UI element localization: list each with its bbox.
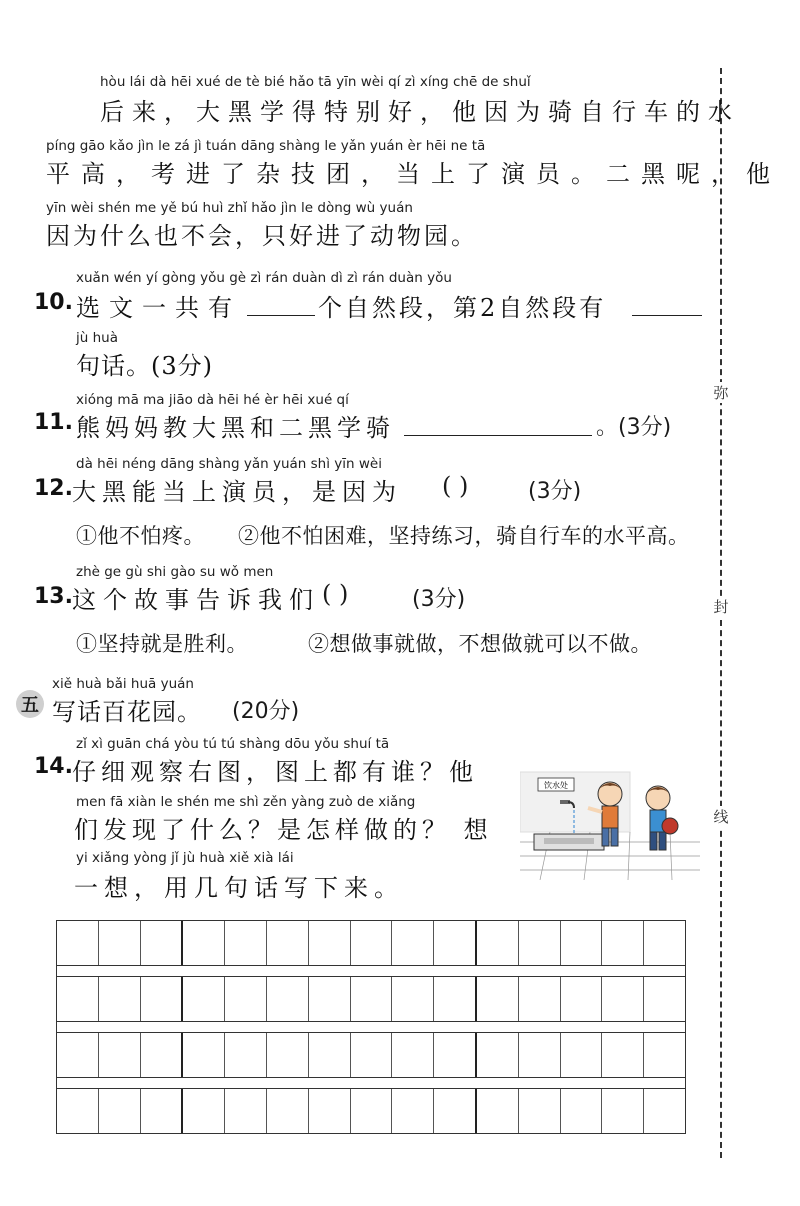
q14-line2: 们发现了什么？是怎样做的？ 想 (74, 816, 493, 844)
passage-line3-pinyin: yīn wèi shén me yě bú huì zhǐ hǎo jìn le dòng wù yuán (46, 200, 413, 216)
grid-cell[interactable] (434, 1033, 477, 1077)
grid-cell[interactable] (183, 1089, 225, 1133)
grid-cell[interactable] (477, 921, 519, 965)
grid-cell[interactable] (183, 921, 225, 965)
q14-number: 14. (34, 754, 73, 779)
grid-cell[interactable] (99, 1089, 141, 1133)
grid-row (56, 920, 686, 966)
grid-cell[interactable] (602, 1033, 644, 1077)
grid-cell[interactable] (392, 921, 434, 965)
section5-pinyin: xiě huà bǎi huā yuán (52, 676, 194, 692)
q10-text-b: 个自然段，第2自然段有 (318, 294, 607, 322)
illustration-drinking-fountain (520, 752, 700, 880)
grid-cell[interactable] (561, 1089, 603, 1133)
grid-row-gap (56, 1078, 686, 1088)
grid-cell[interactable] (477, 1033, 519, 1077)
q10-text-a: 选文一共有 (76, 294, 241, 322)
grid-cell[interactable] (602, 921, 644, 965)
grid-cell[interactable] (141, 1033, 184, 1077)
passage-line3-text: 因为什么也不会，只好进了动物园。 (46, 222, 478, 250)
grid-row (56, 976, 686, 1022)
grid-cell[interactable] (99, 1033, 141, 1077)
q10-pinyin2: jù huà (76, 330, 118, 346)
q13-number: 13. (34, 584, 73, 609)
grid-cell[interactable] (519, 977, 561, 1021)
q11-blank[interactable] (404, 435, 592, 436)
q12-score: (3分) (528, 479, 582, 504)
q11-number: 11. (34, 410, 73, 435)
grid-cell[interactable] (57, 1089, 99, 1133)
q14-pinyin3: yi xiǎng yòng jǐ jù huà xiě xià lái (76, 850, 294, 866)
passage-line2-pinyin: píng gāo kǎo jìn le zá jì tuán dāng shàng le yǎn yuán èr hēi ne tā (46, 138, 486, 154)
q12-option-1: ①他不怕疼。 (76, 524, 205, 548)
seal-char-mi: 弥 (713, 384, 729, 402)
grid-cell[interactable] (99, 921, 141, 965)
section5-score: (20分) (232, 699, 300, 724)
writing-grid[interactable] (56, 920, 686, 1134)
grid-cell[interactable] (57, 977, 99, 1021)
passage-line1-pinyin: hòu lái dà hēi xué de tè bié hǎo tā yīn wèi qí zì xíng chē de shuǐ (100, 74, 531, 90)
q13-option-1: ①坚持就是胜利。 (76, 632, 248, 656)
grid-cell[interactable] (561, 977, 603, 1021)
grid-cell[interactable] (183, 1033, 225, 1077)
grid-cell[interactable] (519, 921, 561, 965)
grid-cell[interactable] (392, 1089, 434, 1133)
grid-cell[interactable] (434, 977, 477, 1021)
grid-cell[interactable] (644, 921, 685, 965)
grid-cell[interactable] (267, 1089, 309, 1133)
grid-cell[interactable] (561, 1033, 603, 1077)
grid-row-gap (56, 966, 686, 976)
grid-cell[interactable] (225, 921, 267, 965)
q11-pinyin: xióng mā ma jiāo dà hēi hé èr hēi xué qí (76, 392, 349, 408)
grid-cell[interactable] (351, 977, 393, 1021)
grid-row (56, 1032, 686, 1078)
grid-cell[interactable] (99, 977, 141, 1021)
q13-score: (3分) (412, 587, 466, 612)
grid-cell[interactable] (267, 1033, 309, 1077)
grid-cell[interactable] (351, 1089, 393, 1133)
grid-cell[interactable] (477, 977, 519, 1021)
grid-cell[interactable] (644, 977, 685, 1021)
grid-cell[interactable] (141, 1089, 184, 1133)
grid-cell[interactable] (141, 921, 184, 965)
seal-char-xian: 线 (713, 808, 729, 826)
grid-cell[interactable] (477, 1089, 519, 1133)
q12-pinyin: dà hēi néng dāng shàng yǎn yuán shì yīn wèi (76, 456, 382, 472)
grid-cell[interactable] (561, 921, 603, 965)
q11-score: 。(3分) (596, 415, 672, 440)
q10-text-c: 句话。(3分) (76, 352, 213, 380)
grid-cell[interactable] (434, 1089, 477, 1133)
q12-answer-paren[interactable]: ( ) (442, 472, 469, 500)
section5-title: 写话百花园。 (52, 698, 202, 726)
q13-answer-paren[interactable]: ( ) (322, 580, 349, 608)
q14-pinyin2: men fā xiàn le shén me shì zěn yàng zuò de xiǎng (76, 794, 416, 810)
grid-cell[interactable] (183, 977, 225, 1021)
grid-cell[interactable] (519, 1089, 561, 1133)
q10-pinyin: xuǎn wén yí gòng yǒu gè zì rán duàn dì zì rán duàn yǒu (76, 270, 452, 286)
grid-row (56, 1088, 686, 1134)
grid-cell[interactable] (141, 977, 184, 1021)
passage-line2-text: 平高，考进了杂技团，当上了演员。二黑呢，他 (46, 160, 781, 188)
grid-cell[interactable] (309, 977, 351, 1021)
q13-pinyin: zhè ge gù shi gào su wǒ men (76, 564, 274, 580)
section-number-badge: 五 (16, 690, 44, 718)
grid-cell[interactable] (309, 1089, 351, 1133)
grid-cell[interactable] (57, 1033, 99, 1077)
q14-pinyin1: zǐ xì guān chá yòu tú tú shàng dōu yǒu shuí tā (76, 736, 390, 752)
q13-option-2: ②想做事就做，不想做就可以不做。 (308, 632, 652, 656)
grid-cell[interactable] (392, 977, 434, 1021)
grid-cell[interactable] (392, 1033, 434, 1077)
q10-blank-paragraphs[interactable] (247, 315, 315, 316)
grid-cell[interactable] (351, 921, 393, 965)
grid-cell[interactable] (602, 977, 644, 1021)
grid-cell[interactable] (602, 1089, 644, 1133)
q12-option-2: ②他不怕困难，坚持练习，骑自行车的水平高。 (238, 524, 690, 548)
grid-cell[interactable] (309, 921, 351, 965)
q10-blank-sentences[interactable] (632, 315, 702, 316)
grid-cell[interactable] (434, 921, 477, 965)
q12-number: 12. (34, 476, 73, 501)
grid-cell[interactable] (267, 977, 309, 1021)
grid-cell[interactable] (225, 977, 267, 1021)
q13-text: 这个故事告诉我们 (72, 586, 320, 614)
q12-text: 大黑能当上演员，是因为 (72, 478, 402, 506)
grid-cell[interactable] (57, 921, 99, 965)
grid-cell[interactable] (644, 1033, 685, 1077)
grid-cell[interactable] (644, 1089, 685, 1133)
q11-text: 熊妈妈教大黑和二黑学骑 (76, 414, 395, 442)
grid-cell[interactable] (225, 1089, 267, 1133)
q14-line1: 仔细观察右图，图上都有谁？他 (72, 758, 478, 786)
passage-line1-text: 后来，大黑学得特别好，他因为骑自行车的水 (100, 98, 740, 126)
grid-cell[interactable] (351, 1033, 393, 1077)
grid-cell[interactable] (225, 1033, 267, 1077)
seal-char-feng: 封 (713, 598, 729, 616)
q10-number: 10. (34, 290, 73, 315)
illustration-sign-text: 饮水处 (544, 781, 568, 790)
q14-line3: 一想，用几句话写下来。 (74, 874, 404, 902)
grid-cell[interactable] (267, 921, 309, 965)
grid-cell[interactable] (309, 1033, 351, 1077)
grid-cell[interactable] (519, 1033, 561, 1077)
grid-row-gap (56, 1022, 686, 1032)
